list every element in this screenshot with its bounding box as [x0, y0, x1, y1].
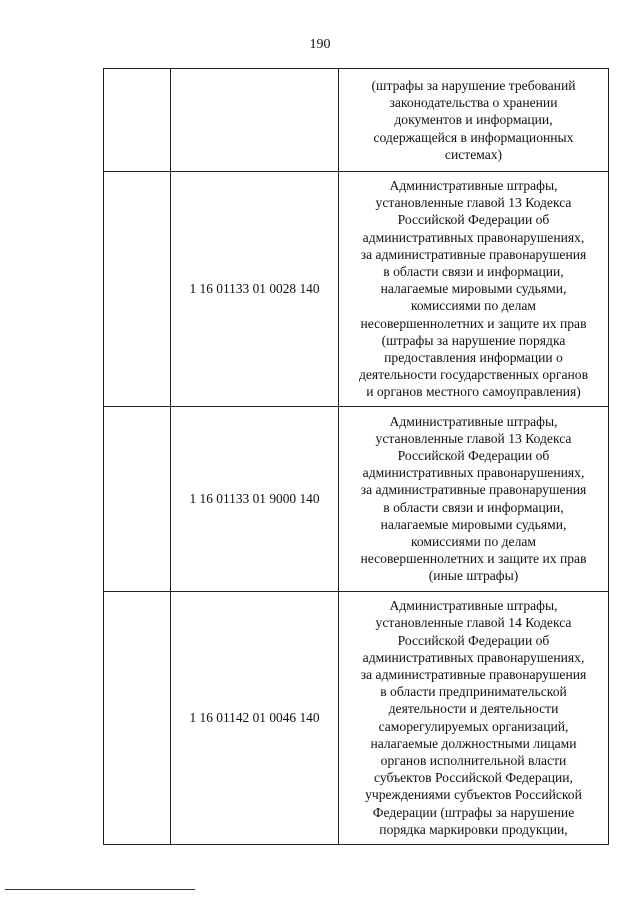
description-line: Административные штрафы, — [389, 598, 558, 614]
description-line: системах) — [444, 146, 503, 162]
description-line: несовершеннолетних и защите их прав — [360, 315, 587, 331]
description-line: Административные штрафы, — [389, 178, 558, 193]
description-line: налагаемые должностными лицами — [370, 735, 577, 751]
description-line: Административные штрафы, — [389, 413, 558, 429]
description-line: порядка маркировки продукции, — [379, 821, 568, 837]
description-line: органов исполнительной власти — [380, 753, 567, 769]
description-line: в области связи и информации, — [383, 264, 564, 280]
description-line: установленные главой 13 Кодекса — [375, 195, 572, 211]
description-line: комиссиями по делам — [410, 298, 537, 314]
empty-cell — [104, 172, 171, 407]
description-line: установленные главой 14 Кодекса — [375, 615, 572, 631]
description-line: субъектов Российской Федерации, — [374, 770, 573, 786]
description-line: Российской Федерации об — [397, 632, 550, 648]
description-line: (штрафы за нарушение порядка — [381, 332, 566, 348]
classification-code: 1 16 01133 01 9000 140 — [171, 406, 339, 591]
description-line: административных правонарушениях, — [362, 649, 585, 665]
description-line: деятельности государственных органов — [358, 367, 589, 383]
table-row — [104, 406, 609, 591]
description-line: налагаемые мировыми судьями, — [380, 281, 567, 297]
description-line: административных правонарушениях, — [362, 229, 585, 245]
empty-cell — [104, 69, 171, 172]
description-line: Российской Федерации об — [397, 448, 550, 464]
table-row — [104, 591, 609, 844]
description-line: (иные штрафы) — [428, 568, 519, 584]
revenue-description — [339, 591, 609, 844]
description-line: установленные главой 13 Кодекса — [375, 430, 572, 446]
revenue-description — [339, 172, 609, 407]
description-line: деятельности и деятельности — [388, 701, 559, 717]
description-line: за административные правонарушения — [360, 667, 587, 683]
classification-code: 1 16 01133 01 0028 140 — [171, 172, 339, 407]
description-line: Российской Федерации об — [397, 212, 550, 228]
description-line: предоставления информации о — [384, 350, 563, 366]
classification-code — [171, 69, 339, 172]
revenue-description — [339, 69, 609, 172]
budget-codes-table — [103, 68, 609, 845]
description-line: законодательства о хранении — [389, 95, 558, 111]
page-number: 190 — [309, 37, 331, 52]
description-line: саморегулируемых организаций, — [378, 718, 569, 734]
empty-cell — [104, 406, 171, 591]
table-row — [104, 69, 609, 172]
footnote-divider — [5, 889, 195, 890]
description-line: за административные правонарушения — [360, 246, 587, 262]
description-line: содержащейся в информационных — [373, 129, 574, 145]
description-line: в области предпринимательской — [380, 684, 567, 700]
description-line: (штрафы за нарушение требований — [371, 77, 576, 93]
table-body — [104, 69, 609, 845]
empty-cell — [104, 591, 171, 844]
classification-code: 1 16 01142 01 0046 140 — [171, 591, 339, 844]
description-line: документов и информации, — [394, 112, 553, 128]
description-line: налагаемые мировыми судьями, — [380, 516, 567, 532]
description-line: за административные правонарушения — [360, 482, 587, 498]
description-line: в области связи и информации, — [383, 499, 564, 515]
description-line: несовершеннолетних и защите их прав — [360, 551, 587, 567]
revenue-description — [339, 406, 609, 591]
description-line: и органов местного самоуправления) — [366, 384, 581, 400]
description-line: Федерации (штрафы за нарушение — [372, 804, 575, 820]
description-line: административных правонарушениях, — [362, 465, 585, 481]
table-row — [104, 172, 609, 407]
description-line: учреждениями субъектов Российской — [365, 787, 582, 803]
description-line: комиссиями по делам — [410, 534, 537, 550]
